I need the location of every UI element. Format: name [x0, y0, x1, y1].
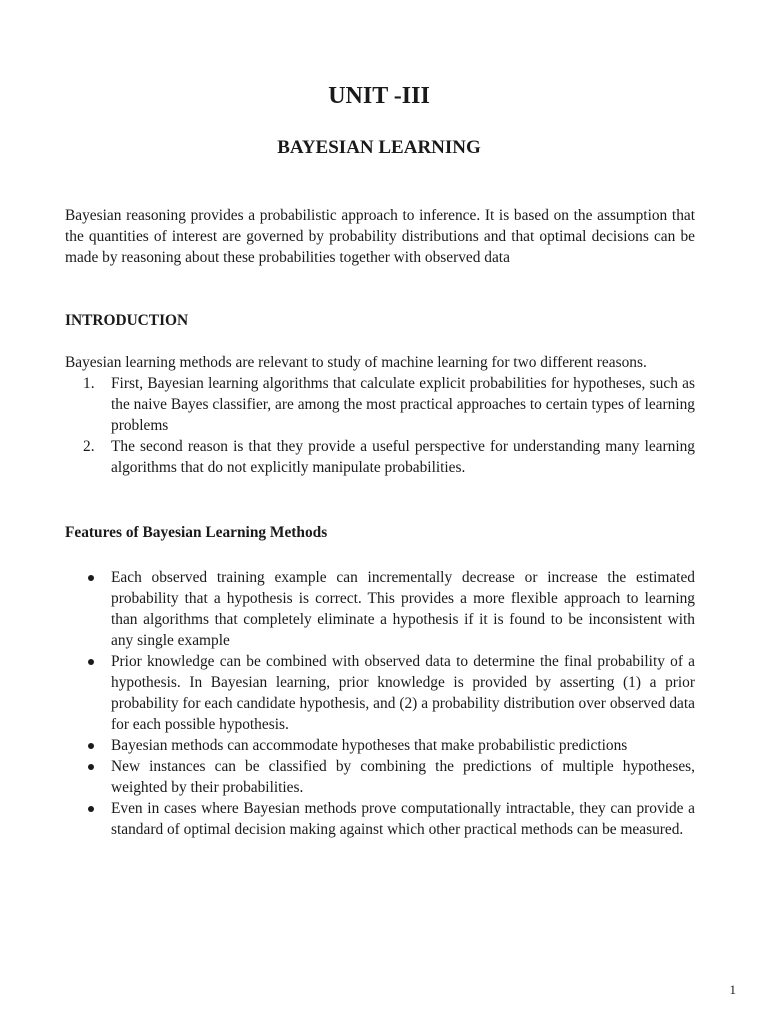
list-item — [65, 436, 695, 478]
introduction-heading: INTRODUCTION — [65, 312, 189, 329]
bullet-icon — [88, 575, 94, 581]
features-list — [65, 567, 695, 840]
list-item — [65, 651, 695, 735]
reasons-list — [65, 373, 695, 478]
bullet-icon — [88, 743, 94, 749]
list-item-text: The second reason is that they provide a useful perspective for understanding many learning algorithms that do not explicitly manipulate probabilities. — [111, 438, 695, 476]
list-item-text: Even in cases where Bayesian methods prove computationally intractable, they can provide a standard of optimal decision making against which other practical methods can be measured. — [111, 800, 695, 838]
list-item-text: Bayesian methods can accommodate hypotheses that make probabilistic predictions — [111, 737, 628, 754]
list-item — [65, 798, 695, 840]
intro-paragraph: Bayesian reasoning provides a probabilistic approach to inference. It is based on the assumption that the quantities of interest are governed by probability distributions and that optimal decisions can be made by reasoning about these probabilities together with observed data — [65, 207, 695, 266]
unit-title: UNIT -III — [328, 83, 430, 109]
list-item — [65, 735, 695, 756]
bullet-icon — [88, 764, 94, 770]
list-number: 1. — [83, 375, 95, 392]
list-item-text: Prior knowledge can be combined with observed data to determine the final probability of a hypothesis. In Bayesian learning, prior knowledge is provided by asserting (1) a prior probability for each candidate hypothesis, and (2) a probability distribution over observed data for each possible hypothesis. — [111, 653, 695, 733]
bullet-icon — [88, 659, 94, 665]
list-item — [65, 756, 695, 798]
chapter-title: BAYESIAN LEARNING — [277, 137, 481, 158]
page-number: 1 — [729, 982, 736, 997]
list-number: 2. — [83, 438, 95, 455]
list-item — [65, 373, 695, 436]
features-heading: Features of Bayesian Learning Methods — [65, 524, 328, 541]
list-item — [65, 567, 695, 651]
list-item-text: New instances can be classified by combining the predictions of multiple hypotheses, weighted by their probabilities. — [111, 758, 695, 796]
list-item-text: First, Bayesian learning algorithms that calculate explicit probabilities for hypotheses, such as the naive Bayes classifier, are among the most practical approaches to certain types of learning problems — [111, 375, 695, 434]
introduction-lead: Bayesian learning methods are relevant to study of machine learning for two different reasons. — [65, 354, 647, 371]
bullet-icon — [88, 806, 94, 812]
list-item-text: Each observed training example can incrementally decrease or increase the estimated probability that a hypothesis is correct. This provides a more flexible approach to learning than algorithms that completely eliminate a hypothesis if it is found to be inconsistent with any single example — [111, 569, 695, 649]
